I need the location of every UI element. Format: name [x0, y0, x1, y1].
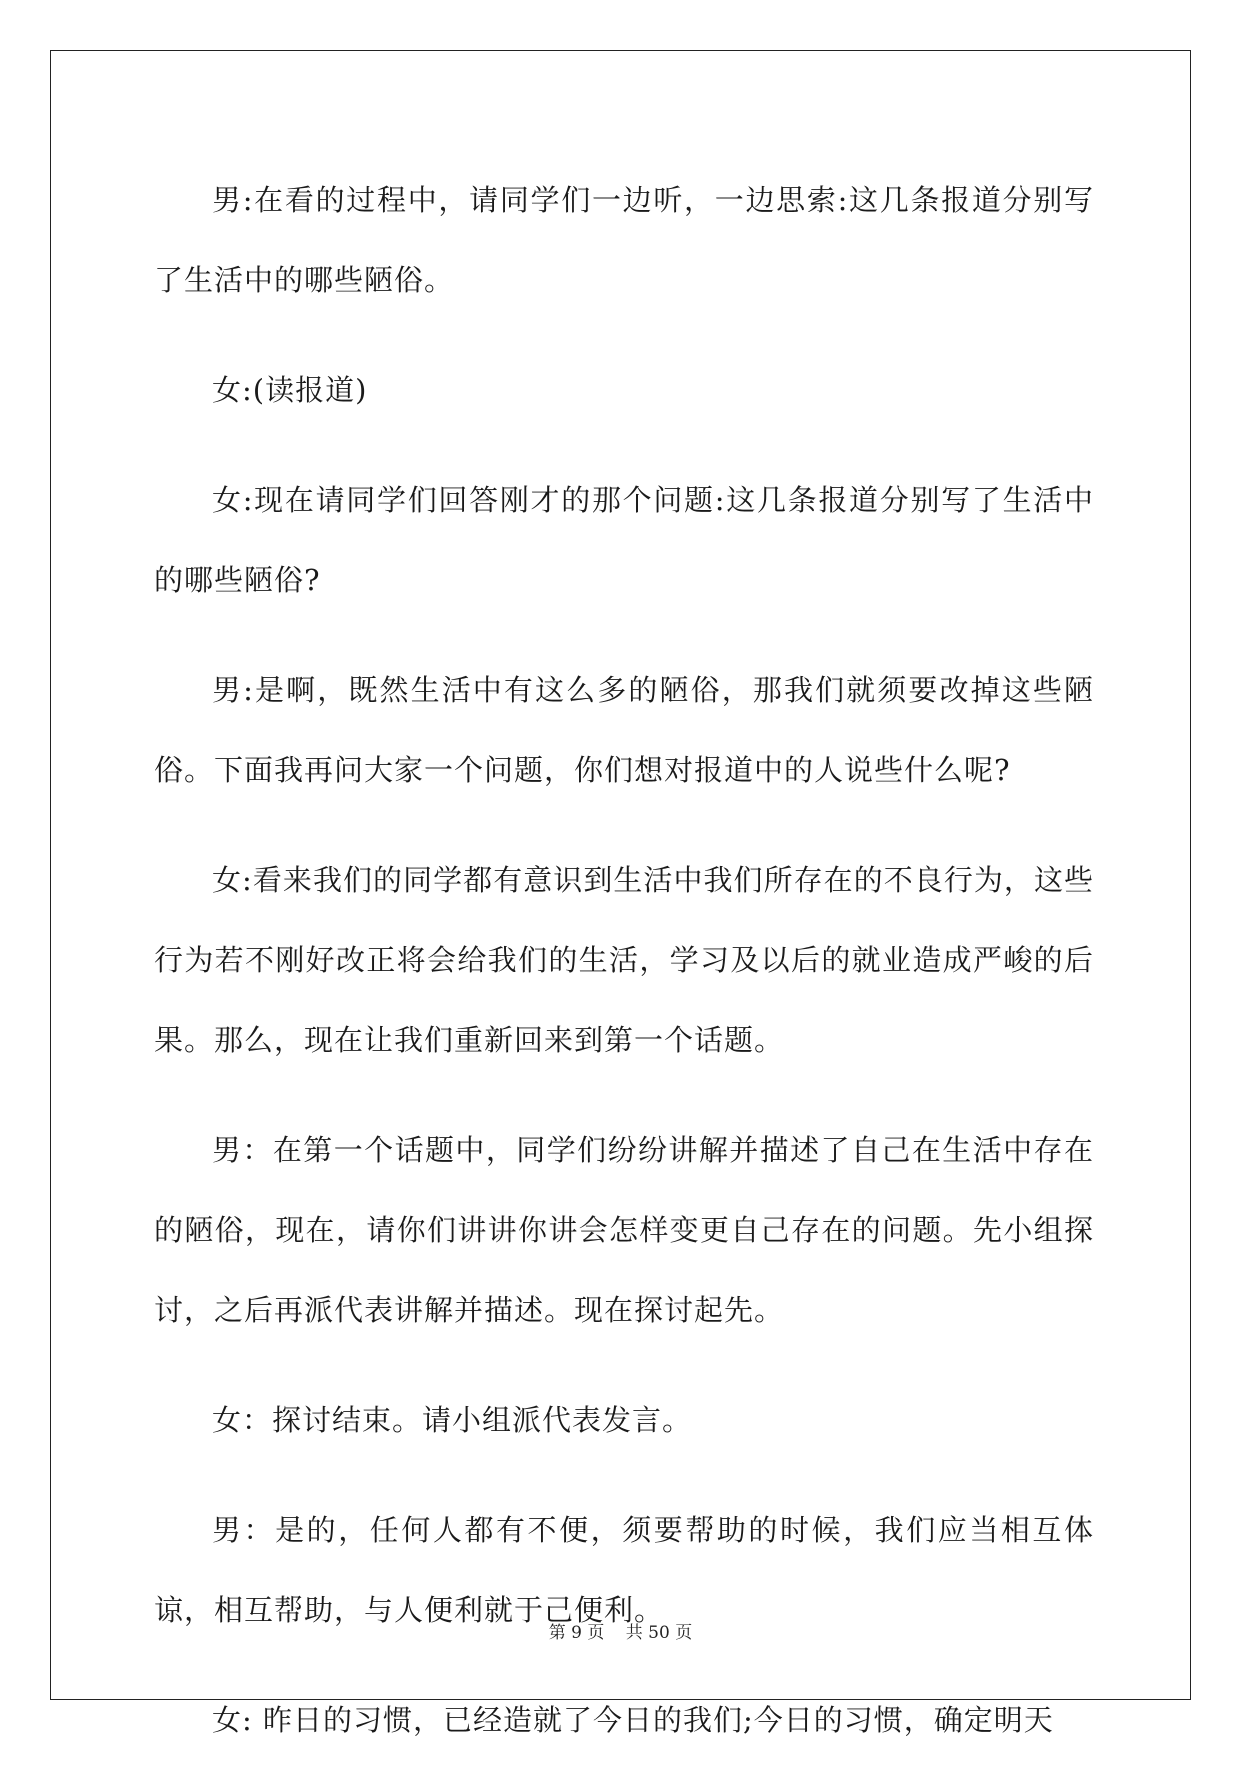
paragraph: 男：是的，任何人都有不便，须要帮助的时候，我们应当相互体谅，相互帮助，与人便利就于己便利。 — [154, 1513, 1094, 1627]
paragraph: 女: 昨日的习惯，已经造就了今日的我们;今日的习惯，确定明天 — [212, 1703, 1054, 1737]
paragraph: 女:现在请同学们回答刚才的那个问题:这几条报道分别写了生活中的哪些陋俗? — [154, 483, 1094, 597]
paragraph: 女:(读报道) — [212, 373, 368, 407]
page-total: 共 50 页 — [625, 1623, 693, 1643]
page-number: 第 9 页 — [548, 1623, 605, 1643]
page-footer — [0, 1618, 1241, 1643]
paragraph: 男：在第一个话题中，同学们纷纷讲解并描述了自己在生活中存在的陋俗，现在，请你们讲讲你讲会怎样变更自己存在的问题。先小组探讨，之后再派代表讲解并描述。现在探讨起先。 — [154, 1133, 1094, 1327]
paragraph: 男:是啊，既然生活中有这么多的陋俗，那我们就须要改掉这些陋俗。下面我再问大家一个问题，你们想对报道中的人说些什么呢? — [154, 673, 1094, 787]
document-body — [154, 160, 1094, 1790]
paragraph: 男:在看的过程中，请同学们一边听，一边思索:这几条报道分别写了生活中的哪些陋俗。 — [154, 183, 1094, 297]
paragraph: 女：探讨结束。请小组派代表发言。 — [212, 1403, 693, 1437]
paragraph: 女:看来我们的同学都有意识到生活中我们所存在的不良行为，这些行为若不刚好改正将会给我们的生活，学习及以后的就业造成严峻的后果。那么，现在让我们重新回来到第一个话题。 — [154, 863, 1094, 1057]
